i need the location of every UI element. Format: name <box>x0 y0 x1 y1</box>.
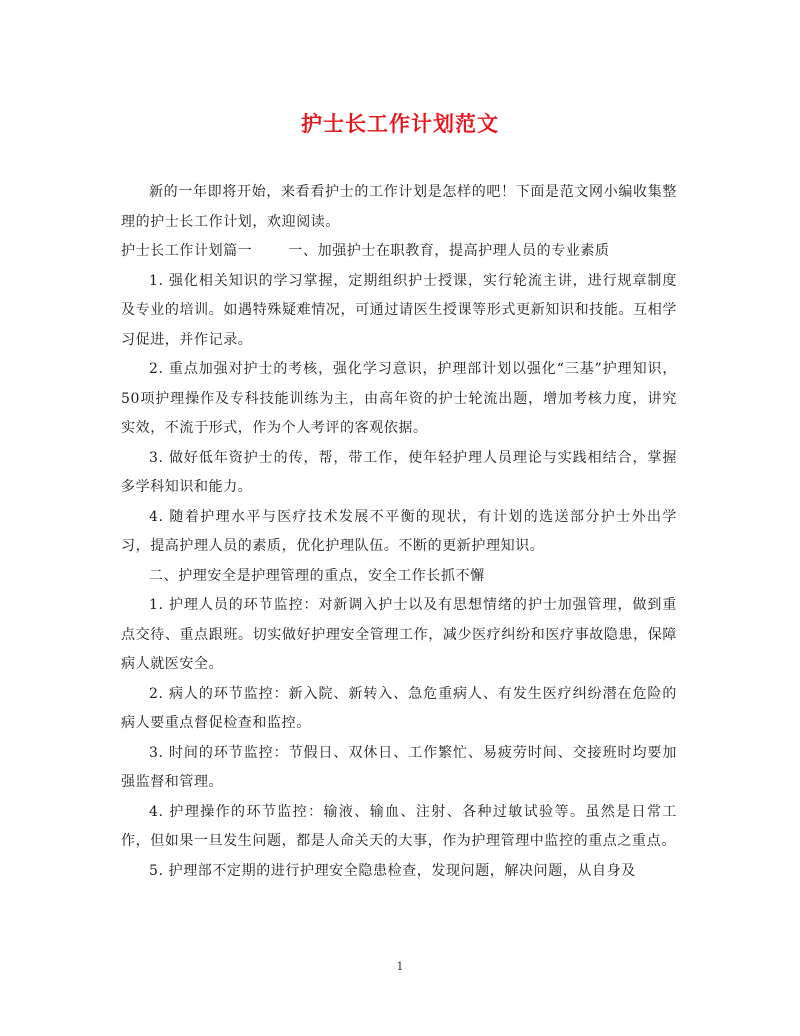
list-item: 4. 随着护理水平与医疗技术发展不平衡的现状，有计划的选送部分护士外出学习，提高护理人员的素质，优化护理队伍。不断的更新护理知识。 <box>121 508 677 554</box>
list-item: 2. 重点加强对护士的考核，强化学习意识，护理部计划以强化“三基”护理知识，50项护理操作及专科技能训练为主，由高年资的护士轮流出题，增加考核力度，讲究实效，不流于形式，作为个人考评的客观依据。 <box>121 361 677 436</box>
list-item: 4. 护理操作的环节监控：输液、输血、注射、各种过敏试验等。虽然是日常工作，但如果一旦发生问题，都是人命关天的大事，作为护理管理中监控的重点之重点。 <box>121 803 677 849</box>
list-item: 1. 护理人员的环节监控：对新调入护士以及有思想情绪的护士加强管理，做到重点交待、重点跟班。切实做好护理安全管理工作，减少医疗纠纷和医疗事故隐患，保障病人就医安全。 <box>121 597 677 672</box>
page-number: 1 <box>396 960 404 973</box>
list-item: 1. 强化相关知识的学习掌握，定期组织护士授课，实行轮流主讲，进行规章制度及专业的培训。如遇特殊疑难情况，可通过请医生授课等形式更新知识和技能。互相学习促进，并作记录。 <box>121 272 677 348</box>
section1-heading: 一、加强护士在职教育，提高护理人员的专业素质 <box>288 243 610 259</box>
document-body <box>121 178 677 886</box>
list-item: 3. 时间的环节监控：节假日、双休日、工作繁忙、易疲劳时间、交接班时均要加强监督和管理。 <box>121 744 677 790</box>
intro-paragraph: 新的一年即将开始，来看看护士的工作计划是怎样的吧！下面是范文网小编收集整理的护士长工作计划，欢迎阅读。 <box>121 184 677 230</box>
section1-line <box>121 237 677 267</box>
section1-label: 护士长工作计划篇一 <box>121 243 253 259</box>
list-item: 2. 病人的环节监控：新入院、新转入、急危重病人、有发生医疗纠纷潜在危险的病人要重点督促检查和监控。 <box>121 685 677 731</box>
section2-heading: 二、护理安全是护理管理的重点，安全工作长抓不懈 <box>149 567 485 584</box>
list-item: 3. 做好低年资护士的传，帮，带工作，使年轻护理人员理论与实践相结合，掌握多学科知识和能力。 <box>121 449 677 495</box>
document-title: 护士长工作计划范文 <box>301 111 499 136</box>
list-item: 5. 护理部不定期的进行护理安全隐患检查，发现问题，解决问题，从自身及 <box>149 862 636 879</box>
